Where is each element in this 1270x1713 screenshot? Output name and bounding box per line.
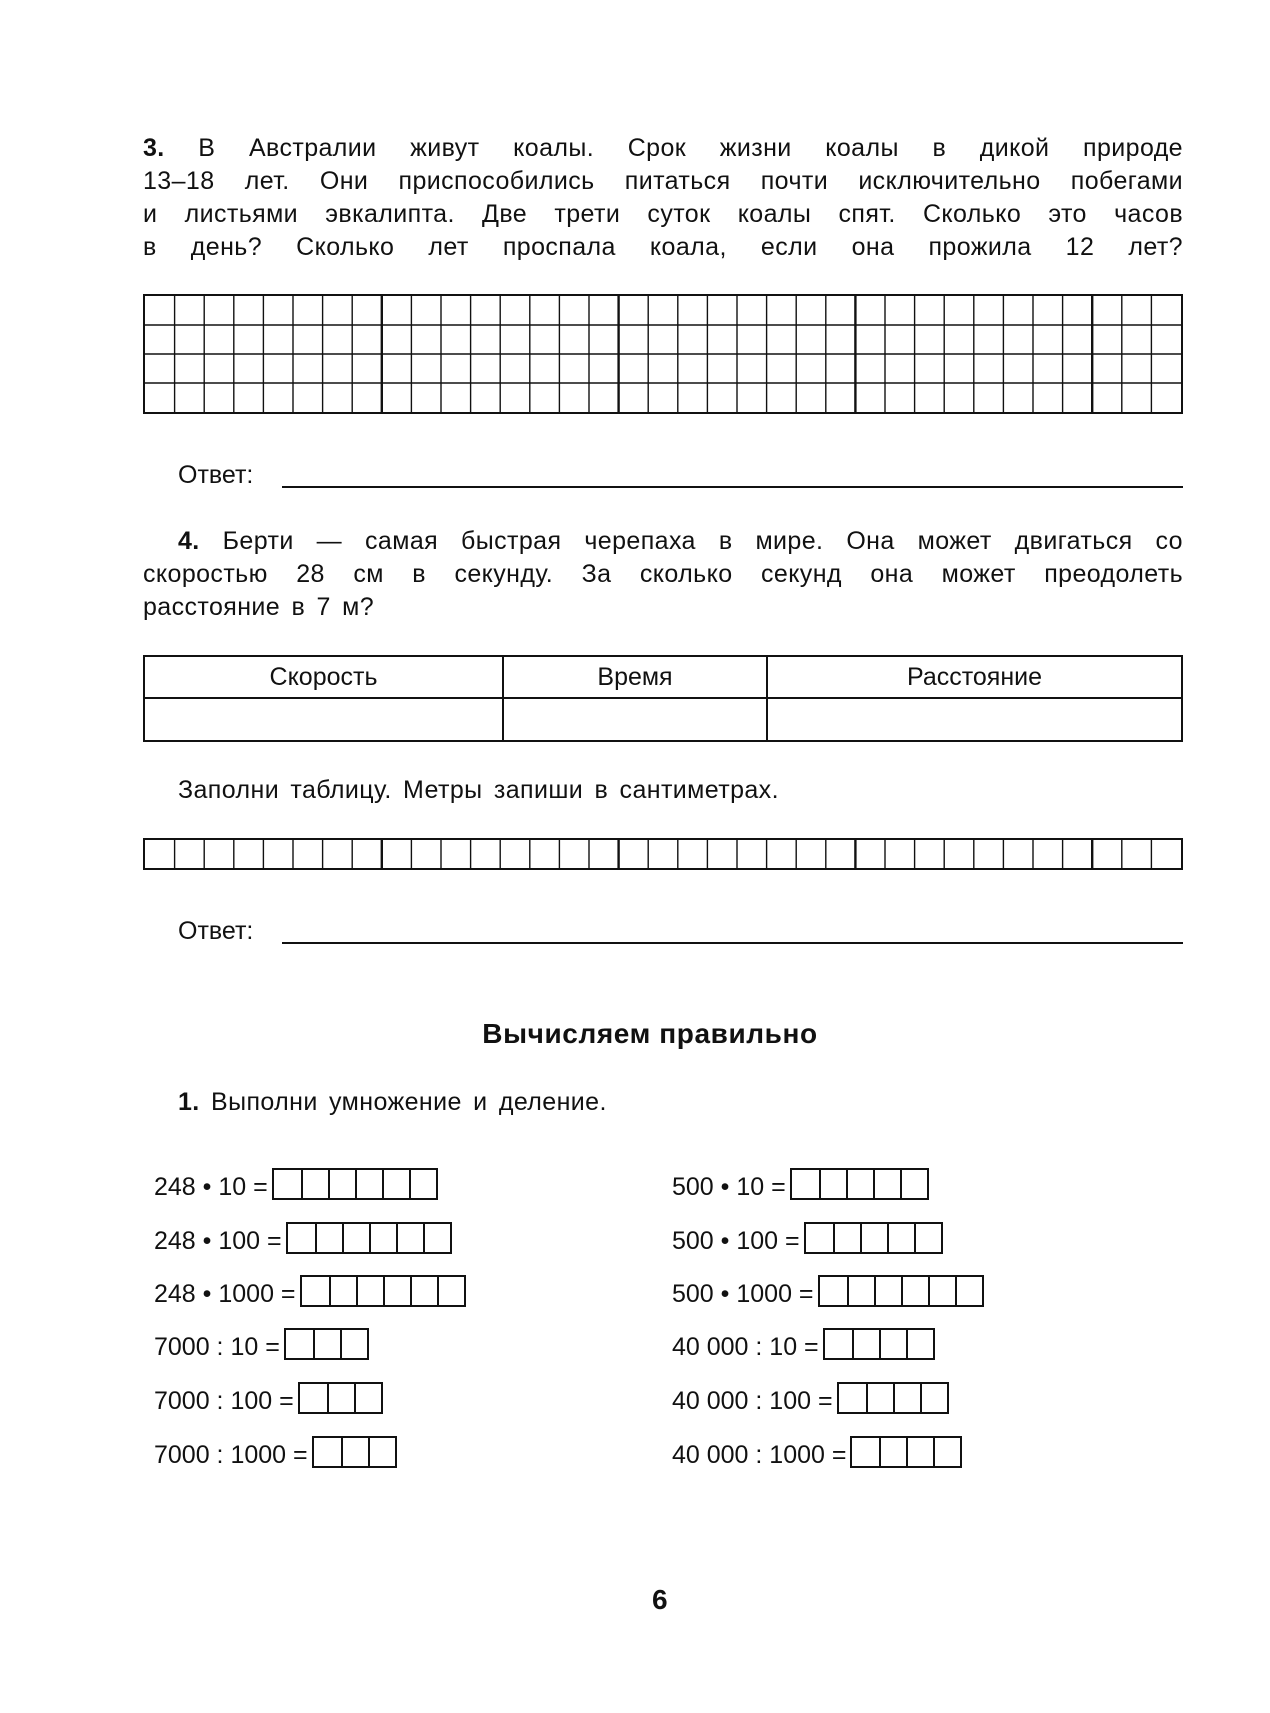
task3-number: 3.	[143, 134, 165, 162]
expression-left-5	[154, 1382, 383, 1416]
digit-box[interactable]	[274, 1170, 301, 1198]
answer-boxes[interactable]	[837, 1382, 949, 1414]
header-time: Время	[503, 656, 767, 698]
digit-box[interactable]	[300, 1384, 327, 1412]
digit-box[interactable]	[410, 1277, 437, 1305]
expression-left-1	[154, 1168, 438, 1202]
page-number: 6	[652, 1584, 668, 1615]
task4-number: 4.	[178, 527, 200, 555]
expression-text: 40 000 : 100 =	[672, 1387, 833, 1415]
digit-box[interactable]	[368, 1438, 395, 1466]
digit-box[interactable]	[301, 1170, 328, 1198]
grid-lines	[145, 840, 1181, 868]
answer-boxes[interactable]	[298, 1382, 383, 1414]
expression-text: 500 • 10 =	[672, 1173, 786, 1201]
digit-box[interactable]	[369, 1224, 396, 1252]
expression-text: 500 • 1000 =	[672, 1280, 814, 1308]
digit-box[interactable]	[286, 1330, 313, 1358]
digit-box[interactable]	[313, 1330, 340, 1358]
header-speed: Скорость	[144, 656, 503, 698]
expression-right-2	[672, 1222, 943, 1256]
digit-box[interactable]	[860, 1224, 887, 1252]
section-heading: Вычисляем правильно	[482, 1018, 818, 1049]
task3-text	[143, 132, 1183, 264]
expression-text: 40 000 : 10 =	[672, 1333, 819, 1361]
expression-left-6	[154, 1436, 397, 1470]
digit-box[interactable]	[879, 1438, 906, 1466]
digit-box[interactable]	[383, 1277, 410, 1305]
answer-boxes[interactable]	[818, 1275, 984, 1307]
expression-text: 40 000 : 1000 =	[672, 1441, 847, 1469]
task3-line3: и листьями эвкалипта. Две трети суток коалы спят. Сколько это часов	[143, 200, 1183, 228]
digit-box[interactable]	[874, 1277, 901, 1305]
digit-box[interactable]	[879, 1330, 906, 1358]
expression-text: 248 • 10 =	[154, 1173, 268, 1201]
digit-box[interactable]	[356, 1277, 383, 1305]
digit-box[interactable]	[914, 1224, 941, 1252]
answer-boxes[interactable]	[790, 1168, 929, 1200]
digit-box[interactable]	[437, 1277, 464, 1305]
answer-boxes[interactable]	[823, 1328, 935, 1360]
task4-text	[143, 525, 1183, 624]
expression-text: 7000 : 100 =	[154, 1387, 294, 1415]
expression-right-4	[672, 1328, 935, 1362]
cell-distance[interactable]	[767, 698, 1182, 741]
digit-box[interactable]	[900, 1170, 927, 1198]
table-input-row	[144, 698, 1182, 741]
exercise1-text: 1. Выполни умножение и деление.	[178, 1088, 607, 1116]
digit-box[interactable]	[906, 1438, 933, 1466]
digit-box[interactable]	[315, 1224, 342, 1252]
digit-box[interactable]	[852, 1438, 879, 1466]
expression-left-4	[154, 1328, 369, 1362]
header-distance: Расстояние	[767, 656, 1182, 698]
digit-box[interactable]	[906, 1330, 933, 1358]
answer-line-task4[interactable]	[282, 942, 1183, 944]
answer-label-task4: Ответ:	[178, 917, 254, 945]
answer-boxes[interactable]	[312, 1436, 397, 1468]
answer-line-task3[interactable]	[282, 486, 1183, 488]
task3-line4: в день? Сколько лет проспала коала, если она прожила 12 лет?	[143, 233, 1183, 261]
cell-speed[interactable]	[144, 698, 503, 741]
digit-box[interactable]	[396, 1224, 423, 1252]
task4-line1: 4. Берти — самая быстрая черепаха в мире. Она может двигаться со	[178, 527, 1183, 555]
digit-box[interactable]	[382, 1170, 409, 1198]
answer-boxes[interactable]	[286, 1222, 452, 1254]
digit-box[interactable]	[852, 1330, 879, 1358]
table-header-row	[144, 656, 1182, 698]
answer-boxes[interactable]	[284, 1328, 369, 1360]
answer-boxes[interactable]	[300, 1275, 466, 1307]
solution-grid-task4[interactable]	[143, 838, 1183, 870]
digit-box[interactable]	[314, 1438, 341, 1466]
expression-right-1	[672, 1168, 929, 1202]
cell-time[interactable]	[503, 698, 767, 741]
task3-line1: 3. В Австралии живут коалы. Срок жизни коалы в дикой природе	[143, 134, 1183, 162]
digit-box[interactable]	[288, 1224, 315, 1252]
answer-boxes[interactable]	[850, 1436, 962, 1468]
digit-box[interactable]	[329, 1277, 356, 1305]
digit-box[interactable]	[866, 1384, 893, 1412]
digit-box[interactable]	[928, 1277, 955, 1305]
answer-boxes[interactable]	[804, 1222, 943, 1254]
digit-box[interactable]	[847, 1277, 874, 1305]
expression-text: 248 • 100 =	[154, 1227, 282, 1255]
digit-box[interactable]	[887, 1224, 914, 1252]
expression-left-3	[154, 1275, 466, 1309]
expression-text: 248 • 1000 =	[154, 1280, 296, 1308]
digit-box[interactable]	[806, 1224, 833, 1252]
digit-box[interactable]	[873, 1170, 900, 1198]
grid-lines	[145, 296, 1181, 412]
digit-box[interactable]	[792, 1170, 819, 1198]
digit-box[interactable]	[327, 1384, 354, 1412]
digit-box[interactable]	[833, 1224, 860, 1252]
digit-box[interactable]	[819, 1170, 846, 1198]
digit-box[interactable]	[409, 1170, 436, 1198]
expression-left-2	[154, 1222, 452, 1256]
task4-line2: скоростью 28 см в секунду. За сколько секунд она может преодолеть	[143, 560, 1183, 588]
digit-box[interactable]	[846, 1170, 873, 1198]
digit-box[interactable]	[340, 1330, 367, 1358]
expression-right-3	[672, 1275, 984, 1309]
digit-box[interactable]	[901, 1277, 928, 1305]
digit-box[interactable]	[820, 1277, 847, 1305]
expression-text: 500 • 100 =	[672, 1227, 800, 1255]
digit-box[interactable]	[302, 1277, 329, 1305]
task3-line2: 13–18 лет. Они приспособились питаться почти исключительно побегами	[143, 167, 1183, 195]
exercise1-number: 1.	[178, 1088, 200, 1116]
expression-right-5	[672, 1382, 949, 1416]
digit-box[interactable]	[423, 1224, 450, 1252]
digit-box[interactable]	[342, 1224, 369, 1252]
answer-boxes[interactable]	[272, 1168, 438, 1200]
digit-box[interactable]	[354, 1384, 381, 1412]
answer-label-task3: Ответ:	[178, 461, 254, 489]
speed-time-distance-table	[143, 655, 1183, 742]
expression-text: 7000 : 1000 =	[154, 1441, 308, 1469]
digit-box[interactable]	[933, 1438, 960, 1466]
task4-line3: расстояние в 7 м?	[143, 593, 375, 621]
expression-text: 7000 : 10 =	[154, 1333, 280, 1361]
digit-box[interactable]	[355, 1170, 382, 1198]
digit-box[interactable]	[920, 1384, 947, 1412]
task4-instruction: Заполни таблицу. Метры запиши в сантиметрах.	[178, 776, 779, 804]
digit-box[interactable]	[341, 1438, 368, 1466]
digit-box[interactable]	[893, 1384, 920, 1412]
expression-right-6	[672, 1436, 962, 1470]
digit-box[interactable]	[955, 1277, 982, 1305]
digit-box[interactable]	[839, 1384, 866, 1412]
digit-box[interactable]	[328, 1170, 355, 1198]
solution-grid-task3[interactable]	[143, 294, 1183, 414]
digit-box[interactable]	[825, 1330, 852, 1358]
